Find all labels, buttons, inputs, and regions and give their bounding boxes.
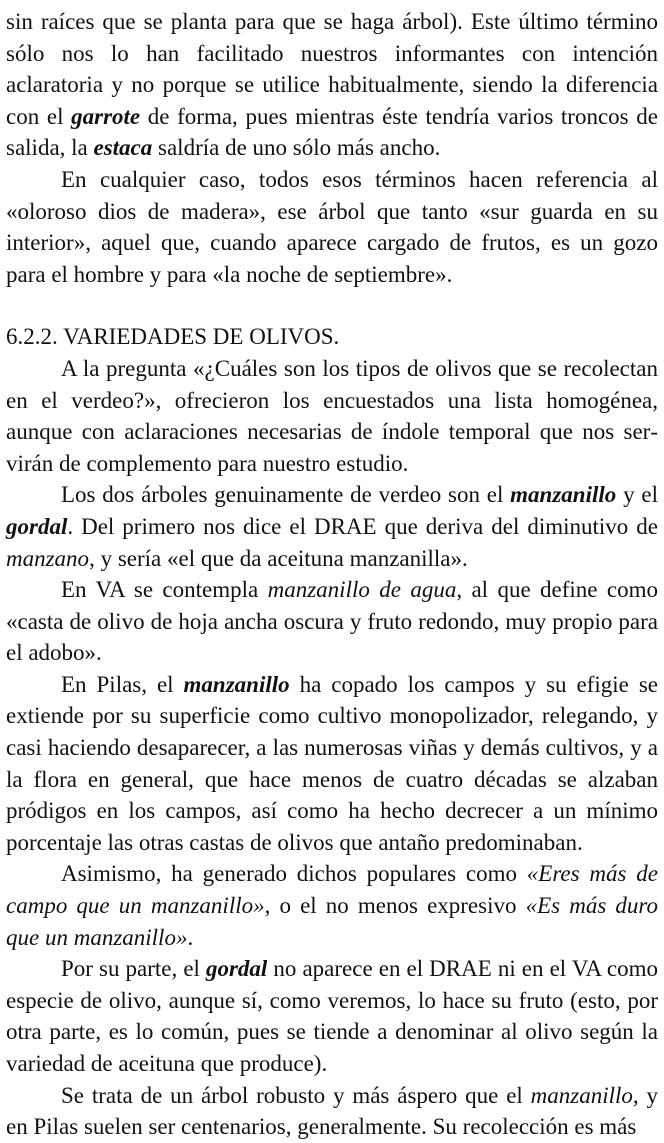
section-heading: 6.2.2. VARIEDADES DE OLIVOS. bbox=[6, 324, 340, 350]
term-gordal: gordal bbox=[205, 956, 268, 982]
paragraph-va: En VA se contempla manzanillo de agua, al que define como «casta de olivo de hoja ancha oscura y fruto redondo, muy propio para el adobo». bbox=[6, 577, 659, 666]
paragraph-dios-de-madera: En cualquier caso, todos esos términos hacen referencia al «oloroso dios de madera», ese árbol que tanto «sur guarda en su interior», aquel que, cuando aparece cargado de frutos, es un gozo para el hombre y para «la noche de septiembre». bbox=[6, 166, 658, 287]
term-manzanillo: manzanillo bbox=[510, 482, 617, 508]
term-manzano: manzano bbox=[6, 545, 90, 571]
term-manzanillo: manzanillo bbox=[530, 1082, 633, 1108]
paragraph-dichos: Asimismo, ha generado dichos populares como «Eres más de campo que un manzanillo», o el no menos expresivo «Es más duro que un manzanillo». bbox=[6, 861, 658, 950]
term-garrote: garrote bbox=[71, 103, 141, 129]
paragraph-gordal: Por su parte, el gordal no aparece en el DRAE ni en el VA como especie de olivo, aunque sí, como veremos, lo hace su fruto (esto, por otra parte, es lo común, pues se tiende a denominar al olivo según la variedad de aceituna que produce). bbox=[6, 956, 658, 1076]
section-spacer bbox=[6, 290, 658, 321]
paragraph-pregunta: A la pregunta «¿Cuáles son los tipos de olivos que se recolectan en el verdeo?», ofrecieron los encuestados una lista homogénea, aunque con aclaraciones necesarias de índole temporal que nos servirán de complemento para nuestro estudio. bbox=[6, 355, 658, 476]
saying-campo: «Eres más de campo que un manzanillo» bbox=[6, 861, 658, 919]
paragraph-pilas: En Pilas, el manzanillo ha copado los campos y su efigie se extiende por su superficie como cultivo monopolizador, relegando, y casi haciendo desaparecer, a las numerosas viñas y demás cultivos, y a la flora en general, que hace menos de cuatro décadas se alzaban pródigos en los campos, así como ha hecho decrecer a un mínimo porcentaje las otras castas de olivos que antaño predominaban. bbox=[6, 671, 658, 855]
paragraph-estaca: sin raíces que se planta para que se haga árbol). Este último término sólo nos lo han facilitado nuestros informantes con intención aclaratoria y no porque se utilice habitualmente, siendo la diferencia con el garrote de forma, pues mientras éste tendría varios troncos de salida, la estaca saldría de uno sólo más ancho. bbox=[6, 9, 658, 161]
paragraph-arboles-verdeo: Los dos árboles genuinamente de verdeo son el manzanillo y el gordal. Del primero nos dice el DRAE que deriva del diminutivo de manzano, y sería «el que da aceituna manzanilla». bbox=[6, 482, 658, 571]
term-estaca: estaca bbox=[93, 135, 153, 161]
term-manzanillo-de-agua: manzanillo de agua bbox=[267, 577, 457, 603]
term-gordal: gordal bbox=[6, 513, 68, 539]
paragraph-arbol-robusto: Se trata de un árbol robusto y más áspero que el manzanillo, y en Pilas suelen ser centenarios, generalmente. Su recolección es más bbox=[6, 1082, 658, 1140]
term-manzanillo: manzanillo bbox=[183, 671, 290, 697]
saying-duro: «Es más duro que un manzanillo» bbox=[6, 893, 658, 950]
